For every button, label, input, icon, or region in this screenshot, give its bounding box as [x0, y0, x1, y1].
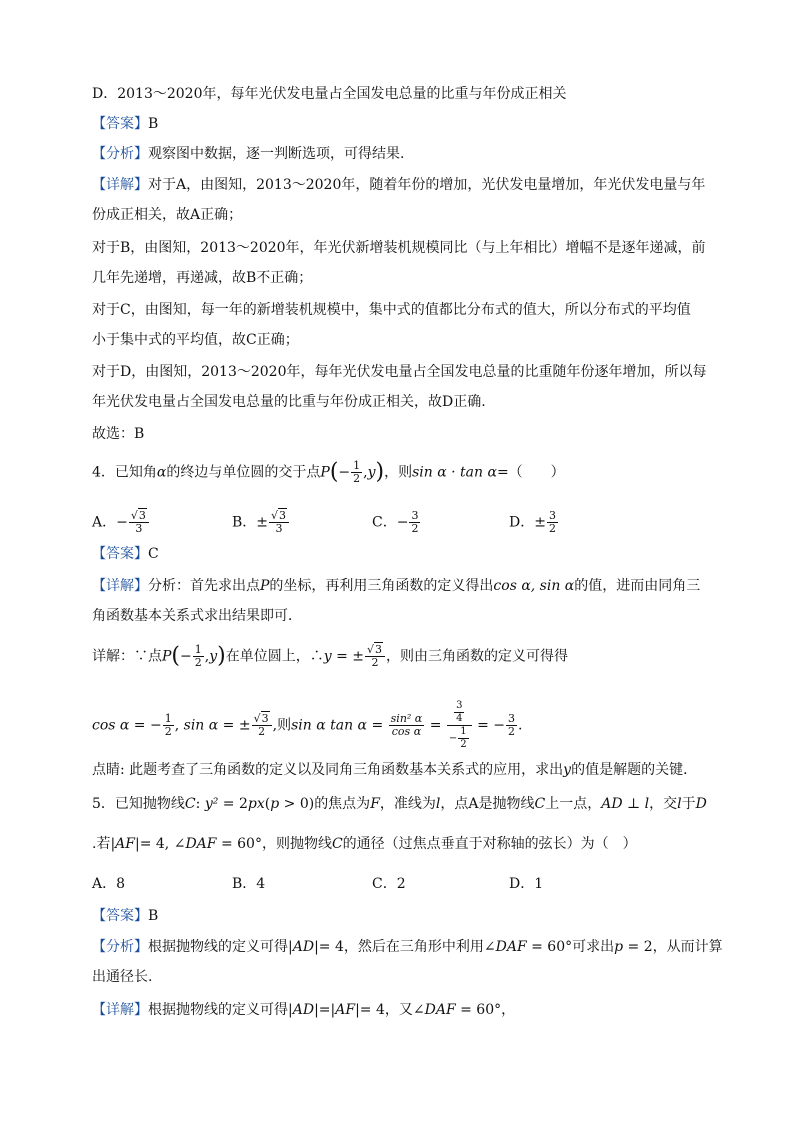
q4-option-d[interactable]: D．± $\frac{3}{2}$	[509, 509, 556, 535]
analysis-text: 观察图中数据，逐一判断选项，可得结果.	[148, 146, 405, 162]
q3-detail-a2: 份成正相关，故A正确；	[92, 207, 243, 223]
q3-detail-d1: 对于D，由图知，2013～2020年，每年光伏发电量占全国发电总量的比重随年份逐年增加，所以每	[92, 364, 707, 380]
q4-option-b[interactable]: B．± $\frac{√3}{3}$	[232, 510, 290, 535]
q5-analysis-1: 【分析】根据抛物线的定义可得|AD|= 4，然后在三角形中利用∠DAF = 60°可求出p = 2，从而计算	[92, 939, 723, 955]
q4-option-a[interactable]: A．− $\frac{√3}{3}$	[92, 510, 150, 535]
q5-stem-2: .若|AF|= 4, ∠DAF = 60°，则抛物线C的通径（过焦点垂直于对称轴的弦长）为（ ）	[92, 836, 637, 852]
detail-tag: 【详解】	[92, 177, 148, 193]
q3-detail-b2: 几年先递增，再递减，故B不正确；	[92, 270, 313, 286]
q5-option-c[interactable]: C．2	[372, 876, 406, 892]
q5-stem-1: 5．已知抛物线C: y² = 2px(p > 0)的焦点为F，准线为l，点A是抛物线C上一点，AD ⊥ l，交l于D	[92, 796, 707, 812]
q5-analysis-2: 出通径长.	[92, 969, 153, 985]
answer-value: B	[148, 116, 159, 132]
q3-detail-b1: 对于B，由图知，2013～2020年，年光伏新增装机规模同比（与上年相比）增幅不是逐年递减，前	[92, 240, 706, 256]
q5-option-b[interactable]: B．4	[232, 876, 266, 892]
q4-detail-4: cos α = − $\frac{1}{2}$ , sin α = ± $\frac{√3}{2}$ ,则sin α tan α = $\frac{\text{sin² α}}{\text{cos α}}$ = $\frac{3}{4}$ − $\frac{1}{2}$ = − $\frac{3}{2}$ .	[92, 700, 523, 750]
q5-option-a[interactable]: A．8	[92, 876, 126, 892]
q5-detail: 【详解】根据抛物线的定义可得|AD|=|AF|= 4，又∠DAF = 60°，	[92, 1002, 516, 1018]
analysis-tag: 【分析】	[92, 146, 148, 162]
q4-detail-2: 角函数基本关系式求出结果即可．	[92, 608, 302, 624]
q5-option-d[interactable]: D．1	[509, 876, 544, 892]
q3-analysis	[92, 144, 404, 164]
q4-option-c[interactable]: C．− $\frac{3}{2}$	[372, 509, 419, 535]
q3-option-d: D．2013～2020年，每年光伏发电量占全国发电总量的比重与年份成正相关	[92, 86, 567, 102]
q3-answer	[92, 114, 158, 134]
q4-answer: 【答案】C	[92, 546, 159, 562]
q4-comment: 点睛: 此题考查了三角函数的定义以及同角三角函数基本关系式的应用，求出y的值是解题的关键．	[92, 762, 698, 778]
q5-answer: 【答案】B	[92, 908, 159, 924]
q3-detail-c2: 小于集中式的平均值，故C正确；	[92, 332, 299, 348]
answer-tag: 【答案】	[92, 116, 148, 132]
q4-stem: 4．已知角α的终边与单位圆的交于点P(− $\frac{1}{2}$ ,y)，则sin α · tan α=（ ）	[92, 459, 565, 485]
q3-conclusion: 故选：B	[92, 426, 145, 442]
q4-detail-3: 详解：∵点P(− $\frac{1}{2}$ ,y)在单位圆上，∴y = ± $\frac{√3}{2}$ ，则由三角函数的定义可得得	[92, 643, 569, 669]
q4-detail-1: 【详解】分析：首先求出点P的坐标，再利用三角函数的定义得出cos α, sin α的值，进而由同角三	[92, 578, 701, 594]
q3-detail-a1: 【详解】对于A，由图知，2013～2020年，随着年份的增加，光伏发电量增加，年光伏发电量与年	[92, 177, 706, 193]
q3-detail-d2: 年光伏发电量占全国发电总量的比重与年份成正相关，故D正确.	[92, 394, 486, 410]
q3-detail-c1: 对于C，由图知，每一年的新增装机规模中，集中式的值都比分布式的值大，所以分布式的平均值	[92, 302, 691, 318]
